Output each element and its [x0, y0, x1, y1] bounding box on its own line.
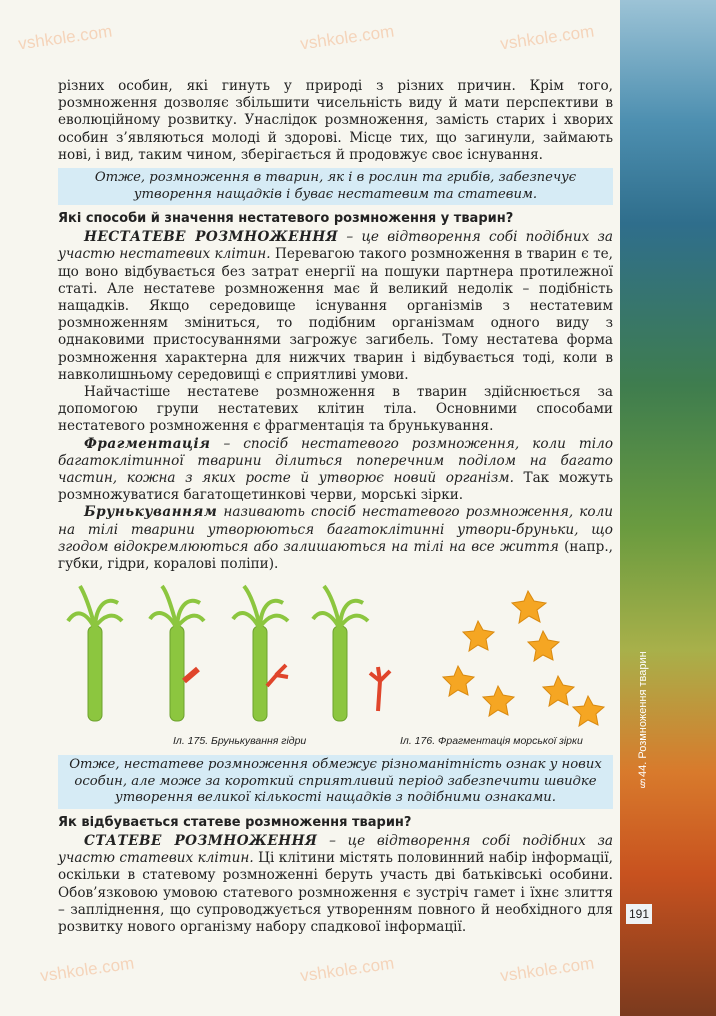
asexual-paragraph	[58, 229, 613, 384]
sexual-text: Ці клітини містять половинний набір інформації, оскільки в статевому розмноженні беруть участь дві батьківські особини. Обов’язковою умовою статевого розмноження є зустріч гамет і їхнє злиття – запліднення, що супроводжується утворенням повного й необхідного для розвитку нового організму набору спадкової інформації.	[58, 850, 613, 936]
hydra-3	[233, 586, 288, 721]
hydra-budding-illustration	[68, 586, 390, 721]
starfish-fragment	[483, 686, 514, 716]
term-sexual: СТАТЕВЕ РОЗМНОЖЕННЯ	[84, 833, 318, 850]
definition-fragmentation: – спосіб нестатевого розмноження, коли тіло багатоклітинної тварини ділиться поперечним поділом на багато частин, кожна з яких росте й утворює новий організм.	[58, 435, 613, 487]
budding-text: (напр., губки, гідри, коралові поліпи).	[58, 538, 613, 573]
budding-paragraph	[58, 504, 613, 573]
starfish-fragment	[573, 696, 604, 726]
starfish-fragment	[443, 666, 474, 696]
definition-sexual: – це відтворення собі подібних за участю статевих клітин.	[58, 833, 613, 867]
section-title-vertical: §44. Розмноження тварин	[637, 651, 649, 789]
figure-caption-175: Іл. 175. Брунькування гідри	[173, 735, 307, 748]
figure-caption-176: Іл. 176. Фрагментація морської зірки	[400, 735, 583, 748]
term-fragmentation: Фрагментація	[84, 435, 211, 452]
watermark: vshkole.com	[17, 21, 114, 54]
watermark: vshkole.com	[299, 21, 396, 54]
hydra-2	[150, 586, 204, 721]
watermark: vshkole.com	[499, 21, 596, 54]
starfish-fragment	[528, 631, 559, 661]
definition-budding: називають спосіб нестатевого розмноження, коли на тілі тварини утворюються багатоклітинні утвори-бруньки, що згодом відокремлюються або залишаються на тілі на все життя	[58, 504, 613, 555]
hydra-4	[313, 586, 368, 721]
sexual-paragraph	[58, 833, 613, 936]
definition-asexual: – це відтворення собі подібних за участю нестатевих клітин.	[58, 229, 613, 263]
fragmentation-text: Так можуть розмножуватися багатощетинкові черви, морські зірки.	[58, 470, 613, 504]
starfish-fragment	[543, 676, 574, 706]
starfish-fragment	[512, 591, 546, 623]
watermark: vshkole.com	[39, 953, 136, 986]
summary-box-2: Отже, нестатеве розмноження обмежує різноманітність ознак у нових особин, але може за короткий сприятливий період забезпечити швидке утворення великої кількості нащадків з подібними ознаками.	[58, 755, 613, 809]
starfish-fragment	[463, 621, 494, 651]
hydra-and-starfish-illustration	[58, 581, 613, 731]
figures-area	[58, 581, 613, 731]
methods-paragraph: Найчастіше нестатеве розмноження в тварин здійснюється за допомогою групи нестатевих клітин тіла. Основними способами нестатевого розмноження є фрагментація та брунькування.	[58, 384, 613, 435]
hydra-bud-detached	[370, 667, 390, 711]
figure-captions	[58, 733, 613, 751]
fragmentation-paragraph	[58, 436, 613, 505]
summary-box-1: Отже, розмноження в тварин, як і в рослин та грибів, забезпечує утворення нащадків і буває нестатевим та статевим.	[58, 168, 613, 205]
term-budding: Брунькуванням	[84, 504, 218, 521]
watermark: vshkole.com	[299, 953, 396, 986]
starfish-fragmentation-illustration	[443, 591, 604, 726]
main-text	[58, 78, 613, 936]
sidebar-photo-strip	[620, 0, 716, 1016]
asexual-text: Перевагою такого розмноження в тварин є те, що воно відбувається без затрат енергії на пошуки партнера протилежної статі. Але нестатеве розмноження має й великий недолік – подібність нащадків. Якщо середовище існування організмів з нестатевим розмноженням зміниться, то подібним організмам одного виду з однаковими пристосуваннями загрожує загибель. Тому нестатева форма розмноження характерна для нижчих тварин і відбувається тоді, коли в навколишньому середовищі є сприятливі умови.	[58, 246, 613, 383]
hydra-1	[68, 586, 122, 721]
watermark: vshkole.com	[499, 953, 596, 986]
section-heading-sexual: Як відбувається статеве розмноження тварин?	[58, 815, 412, 831]
intro-paragraph: різних особин, які гинуть у природі з різних причин. Крім того, розмноження дозволяє збільшити чисельність виду й мати перспективи в еволюційному розвитку. Унаслідок розмноження, замість старих і хворих особин з’являються молоді й здорові. Місце тих, що загинули, займають нові, і вид, таким чином, зберігається й продовжує своє існування.	[58, 78, 613, 163]
section-heading-asexual: Які способи й значення нестатевого розмноження у тварин?	[58, 211, 514, 227]
page-number: 191	[626, 904, 652, 924]
term-asexual: НЕСТАТЕВЕ РОЗМНОЖЕННЯ	[84, 229, 339, 246]
